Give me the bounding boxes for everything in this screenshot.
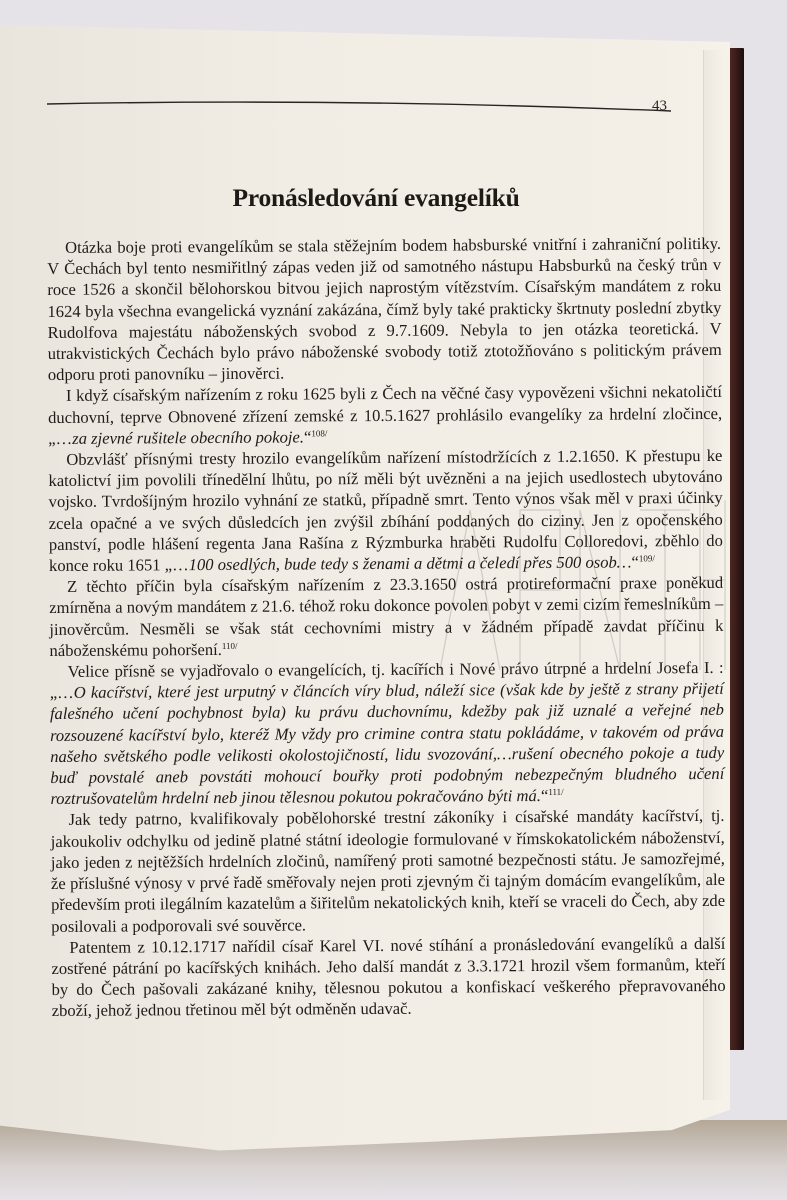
paragraph-text: Z těchto příčin byla císařským nařízením z 23.3.1650 ostrá protireformační praxe poněkud zmírněna a novým mandátem z 21.6. téhož roku dokonce povolen pobyt v zemi cizím řemeslníkům – jinověrcům. Nesměli se však stát cechovními mistry a v žádném případě zavdat příčinu k náboženskému pohoršení. (49, 573, 724, 660)
paragraph-text: Velice přísně se vyjadřovalo o evangelících, tj. kacířích i Nové právo útrpné a hrdelní Josefa I. : „… (49, 657, 724, 703)
header-rule (47, 100, 671, 114)
page-number: 43 (652, 98, 667, 114)
paragraph-text: “ (303, 427, 312, 447)
body-text (47, 233, 726, 1022)
paragraph (48, 445, 723, 576)
paragraph-text: Obzvlášť přísnými tresty hrozilo evangelíkům nařízení místodržících z 1.2.1650. K přestupu ke katolictví jim povolili třínedělní lhůtu, po níž měli být uvězněni a na jejich usedlostech ubytováno vojsko. Tvrdošíjným hrozilo vyhnání ze statků, případně smrt. Tento výnos však měl v praxi účinky zcela opačné a ve svých důsledcích jen zvýšil zbíhání poddaných do ciziny. Jen z opočenského panství, podle hlášení regenta Jana Rašína z Rýzmburka hraběti Rudolfu Colloredovi, zběhlo do konce roku 1651 „… (48, 445, 723, 576)
quotation-text: 100 osedlých, bude tedy s ženami a dětmi a čeledí přes 500 osob… (188, 552, 632, 575)
paragraph-text: Patentem z 10.12.1717 nařídil císař Karel VI. nové stíhání a pronásledování evangelíků a další zostřené pátrání po kacířských knihách. Jeho další mandát z 3.3.1721 hrozil všem formanům, kteří by do Čech pašovali zakázané knihy, tělesnou pokutou a konfiskací veškerého přepravovaného zboží, jehož jednou třetinou měl být odměněn udavač. (51, 933, 726, 1021)
paragraph (50, 805, 725, 936)
paragraph (50, 657, 725, 810)
paragraph (47, 233, 722, 386)
paragraph-text: Jak tedy patrno, kvalifikovaly pobělohorské trestní zákoníky i císařské mandáty kacířství, tj. jakoukoliv odchylku od jedině platné státní ideologie formulované v římskokatolickém náboženství, jako jeden z nejtěžších hrdelních zločinů, namířený proti samotné bezpečnosti státu. Je samozřejmé, že příslušné výnosy v prvé řadě směřovaly nejen proti zjevným či tajným domácím evangelíkům, ale především proti ilegálním kazatelům a šiřitelům nekatolických knih, kteří se vraceli do Čech, aby zde posilovali a podporovali své souvěrce. (50, 806, 726, 936)
footnote-reference: 109/ (638, 553, 655, 564)
paragraph (48, 381, 722, 449)
quotation-text: za zjevné rušitele obecního pokoje. (72, 427, 305, 448)
paragraph-text: “ (631, 552, 639, 572)
paragraph-text: I když císařským nařízením z roku 1625 byli z Čech na věčné časy vypovězeni všichni nekatoličtí duchovní, teprve Obnovené zřízení zemské z 10.5.1627 prohlásilo evangelíky za hrdelní zločince, „… (48, 382, 723, 448)
footnote-reference: 108/ (311, 428, 328, 439)
chapter-title: Pronásledování evangelíků (232, 183, 520, 212)
paragraph (49, 572, 724, 661)
paragraph-text: Otázka boje proti evangelíkům se stala stěžejním bodem habsburské vnitřní i zahraniční politiky. V Čechách byl tento nesmiřitlný zápas veden již od samotného nástupu Habsburků na český trůn v roce 1526 a skončil bělohorskou bitvou jejich naprostým vítězstvím. Císařským mandátem z roku 1624 byla všechna evangelická vyznání zakázána, čímž byly také prakticky škrtnuty poslední zbytky Rudolfova majestátu náboženských svobod z 9.7.1609. Nebyla to jen otázka teoretická. V utrakvistických Čechách bylo právo náboženské svobody totiž ztotožňováno s politickým právem odporu proti panovníku – jinověrci. (47, 233, 722, 385)
footnote-reference: 110/ (221, 640, 238, 651)
quotation-text: O kacířství, které jest urputný v článcích víry blud, náleží sice (však kde by ještě z strany přijetí falešného učení pochybnost byla) ku právu duchovnímu, kdežby pak již uznalé a veřejné neb rozsouzené kacířství bylo, kteréž My vždy pro crimine contra statu pokládáme, v takovém od práva našeho světského podle velikosti okolostojičností, lidu svozování,…rušení obecného pokoje a tudy buď povstalé aneb povstáti mohoucí bouřky proti podobným nebezpečným bludného učení roztrušovatelům hrdelní neb jinou tělesnou pokutou pokračováno býti má. (49, 679, 725, 809)
paragraph (51, 933, 726, 1022)
paragraph-text: “ (540, 786, 549, 806)
footnote-reference: 111/ (548, 787, 564, 798)
